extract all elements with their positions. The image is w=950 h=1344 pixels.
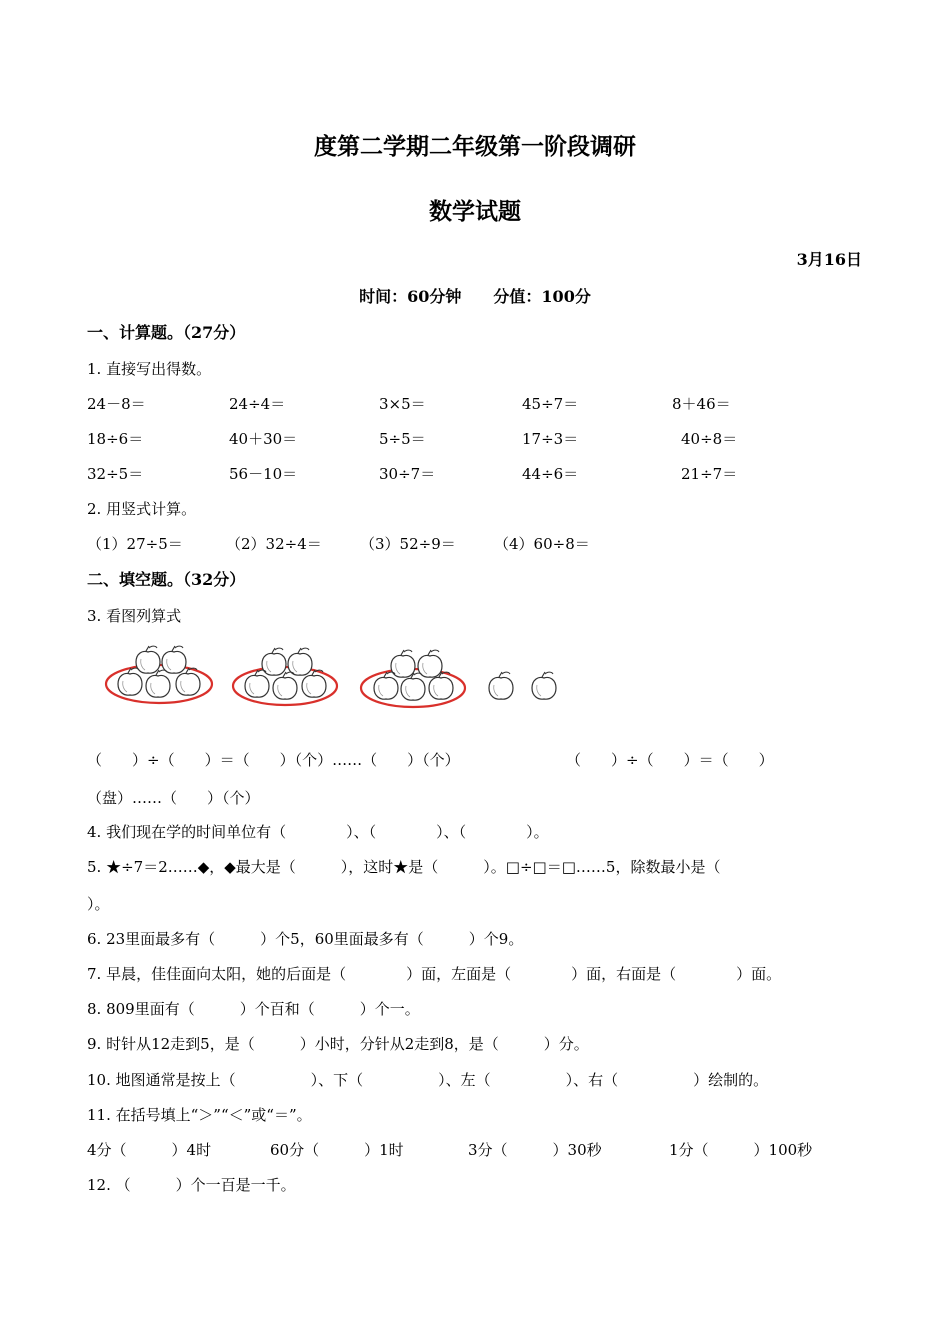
q1-cell: 17÷3＝ xyxy=(522,430,579,448)
exam-title: 度第二学期二年级第一阶段调研 xyxy=(314,133,636,160)
apple-icon xyxy=(374,672,398,699)
q11-item: 3分（ ）30秒 xyxy=(468,1141,602,1159)
q11-item: 1分（ ）100秒 xyxy=(669,1141,813,1159)
apple-icon xyxy=(489,672,513,699)
exam-subtitle: 数学试题 xyxy=(429,198,521,225)
q1-cell: 3×5＝ xyxy=(379,395,426,413)
plate-2 xyxy=(233,648,337,705)
q1-cell: 56－10＝ xyxy=(229,465,298,483)
q3-prompt: 3. 看图列算式 xyxy=(87,607,182,625)
q1-cell: 24－8＝ xyxy=(87,395,146,413)
exam-date: 3月16日 xyxy=(796,250,862,269)
section2-heading: 二、填空题。（32分） xyxy=(87,570,246,589)
q2-item: （3）52÷9＝ xyxy=(360,535,456,553)
apple-icon xyxy=(136,646,160,673)
apple-icon xyxy=(162,646,186,673)
q11-item: 60分（ ）1时 xyxy=(270,1141,404,1159)
q3-formula-a: （ ）÷（ ）＝（ ）（个）……（ ）（个） xyxy=(87,751,460,769)
q12-text: 12. （ ）个一百是一千。 xyxy=(87,1176,296,1194)
apple-icon xyxy=(273,672,297,699)
q8-text: 8. 809里面有（ ）个百和（ ）个一。 xyxy=(87,1000,420,1018)
apple-icon xyxy=(532,672,556,699)
q1-cell: 32÷5＝ xyxy=(87,465,144,483)
apple-icon xyxy=(245,670,269,697)
q1-cell: 40＋30＝ xyxy=(229,430,298,448)
q1-cell: 5÷5＝ xyxy=(379,430,426,448)
q7-text: 7. 早晨，佳佳面向太阳，她的后面是（ ）面，左面是（ ）面，右面是（ ）面。 xyxy=(87,965,782,983)
q5-text-cont: ）。 xyxy=(87,895,110,913)
q2-item: （1）27÷5＝ xyxy=(87,535,183,553)
apple-icon xyxy=(146,670,170,697)
q2-item: （4）60÷8＝ xyxy=(494,535,590,553)
apple-icon xyxy=(418,650,442,677)
q1-cell: 8＋46＝ xyxy=(672,395,731,413)
q9-text: 9. 时针从12走到5，是（ ）小时，分针从2走到8，是（ ）分。 xyxy=(87,1035,589,1053)
q1-cell: 30÷7＝ xyxy=(379,465,436,483)
q5-text: 5. ★÷7＝2……◆，◆最大是（ ），这时★是（ ）。□÷□＝□……5，除数最小是（ xyxy=(87,858,721,876)
plate-1 xyxy=(106,646,212,703)
time-info: 时间：60分钟 分值：100分 xyxy=(359,287,591,306)
q1-cell: 40÷8＝ xyxy=(681,430,738,448)
q6-text: 6. 23里面最多有（ ）个5，60里面最多有（ ）个9。 xyxy=(87,930,524,948)
q10-text: 10. 地图通常是按上（ ）、下（ ）、左（ ）、右（ ）绘制的。 xyxy=(87,1071,769,1089)
q2-item: （2）32÷4＝ xyxy=(226,535,322,553)
q2-prompt: 2. 用竖式计算。 xyxy=(87,500,197,518)
q1-cell: 21÷7＝ xyxy=(681,465,738,483)
apple-icon xyxy=(118,668,142,695)
q1-cell: 45÷7＝ xyxy=(522,395,579,413)
q1-cell: 44÷6＝ xyxy=(522,465,579,483)
apple-icon xyxy=(288,648,312,675)
q11-prompt: 11. 在括号填上“＞”“＜”或“＝”。 xyxy=(87,1106,312,1124)
q3-formula-cont: （盘）……（ ）（个） xyxy=(87,789,260,807)
section1-heading: 一、计算题。（27分） xyxy=(87,323,246,342)
apple-plates-figure xyxy=(100,642,570,714)
q1-cell: 24÷4＝ xyxy=(229,395,286,413)
q11-item: 4分（ ）4时 xyxy=(87,1141,212,1159)
q3-formula-b: （ ）÷（ ）＝（ ） xyxy=(566,751,774,769)
q1-cell: 18÷6＝ xyxy=(87,430,144,448)
q1-prompt: 1. 直接写出得数。 xyxy=(87,360,212,378)
plate-3 xyxy=(361,650,465,707)
q4-text: 4. 我们现在学的时间单位有（ ）、（ ）、（ ）。 xyxy=(87,823,549,841)
